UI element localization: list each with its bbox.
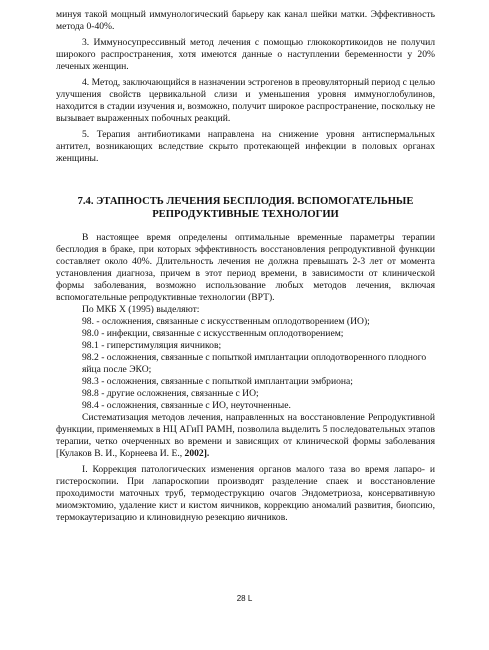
section-title-line-1: 7.4. ЭТАПНОСТЬ ЛЕЧЕНИЯ БЕСПЛОДИЯ. ВСПОМОГАТЕЛЬНЫЕ	[77, 196, 414, 207]
code-list	[56, 316, 435, 412]
code-item: 98. - осложнения, связанные с искусственным оплодотворением (ИО);	[82, 316, 370, 327]
systematization-text: Систематизация методов лечения, направленных на восстановление Репродуктивной функции, применяемых в НЦ АГиП РАМН, позволила выделить 5 последовательных этапов терапии, четко очерченных во времени и зависящих от клинической формы заболевания [Кулаков В. И., Корнеева И. Е.,	[56, 412, 435, 459]
section-heading	[56, 195, 435, 221]
body-block	[56, 232, 435, 524]
paragraph-method-5: 5. Терапия антибиотиками направлена на снижение уровня антиспермальных антител, возникающих вследствие скрыто протекающей инфекции в половых органах женщины.	[56, 129, 435, 164]
section-title-line-2: РЕПРОДУКТИВНЫЕ ТЕХНОЛОГИИ	[152, 209, 339, 220]
code-item: 98.0 - инфекции, связанные с искусственным оплодотворением;	[82, 328, 344, 339]
citation-year: 2002].	[184, 448, 210, 459]
code-item: 98.4 - осложнения, связанные с ИО, неуточненные.	[82, 400, 291, 411]
paragraph-systematization	[56, 412, 435, 460]
paragraph-intro: В настоящее время определены оптимальные временные параметры терапии бесплодия в браке, при которых эффективность восстановления репродуктивной функции составляет около 40%. Длительность лечения не должна превышать 2-3 лет от момента установления диагноза, причем в этот период времени, в зависимости от клинической формы заболевания, возможно использование любых методов лечения, включая вспомогательные репродуктивные технологии (ВРТ).	[56, 232, 435, 303]
paragraph-method-3: 3. Иммуносупрессивный метод лечения с помощью глюкокортикоидов не получил широкого распространения, хотя имеются данные о наступлении беременности у 20% леченых женщин.	[56, 37, 435, 72]
code-item: 98.1 - гиперстимуляция яичников;	[82, 340, 222, 351]
page-number: 28 L	[236, 594, 253, 603]
paragraph-stage-1: I. Коррекция патологических изменения органов малого таза во время лапаро- и гистероскопии. При лапароскопии производят разделение спаек и восстановление проходимости маточных труб, термодеструкцию очагов Эндометриоза, консервативную миомэктомию, удаление кист и кистом яичников, коррекцию аномалий развития, биопсию, термокаутеризацию и клиновидную резекцию яичников.	[56, 464, 435, 523]
code-item: 98.2 - осложнения, связанные с попыткой имплантации оплодотворенного плодного яйца после ЭКО;	[82, 352, 427, 375]
paragraph-mkb: По МКБ X (1995) выделяют:	[82, 304, 200, 315]
code-item: 98.3 - осложнения, связанные с попыткой имплантации эмбриона;	[82, 376, 353, 387]
code-item: 98.8 - другие осложнения, связанные с ИО;	[82, 388, 259, 399]
top-block	[56, 9, 435, 165]
paragraph-method-4: 4. Метод, заключающийся в назначении эстрогенов в преовуляторный период с целью улучшения свойств цервикальной слизи и уменьшения уровня иммуноглобулинов, находится в стадии изучения и, возможно, получит широкое распространение, поскольку не вызывает выраженных побочных реакций.	[56, 77, 435, 124]
paragraph-method-2-end: минуя такой мощный иммунологический барьеру как канал шейки матки. Эффективность метода 0-40%.	[56, 9, 435, 32]
